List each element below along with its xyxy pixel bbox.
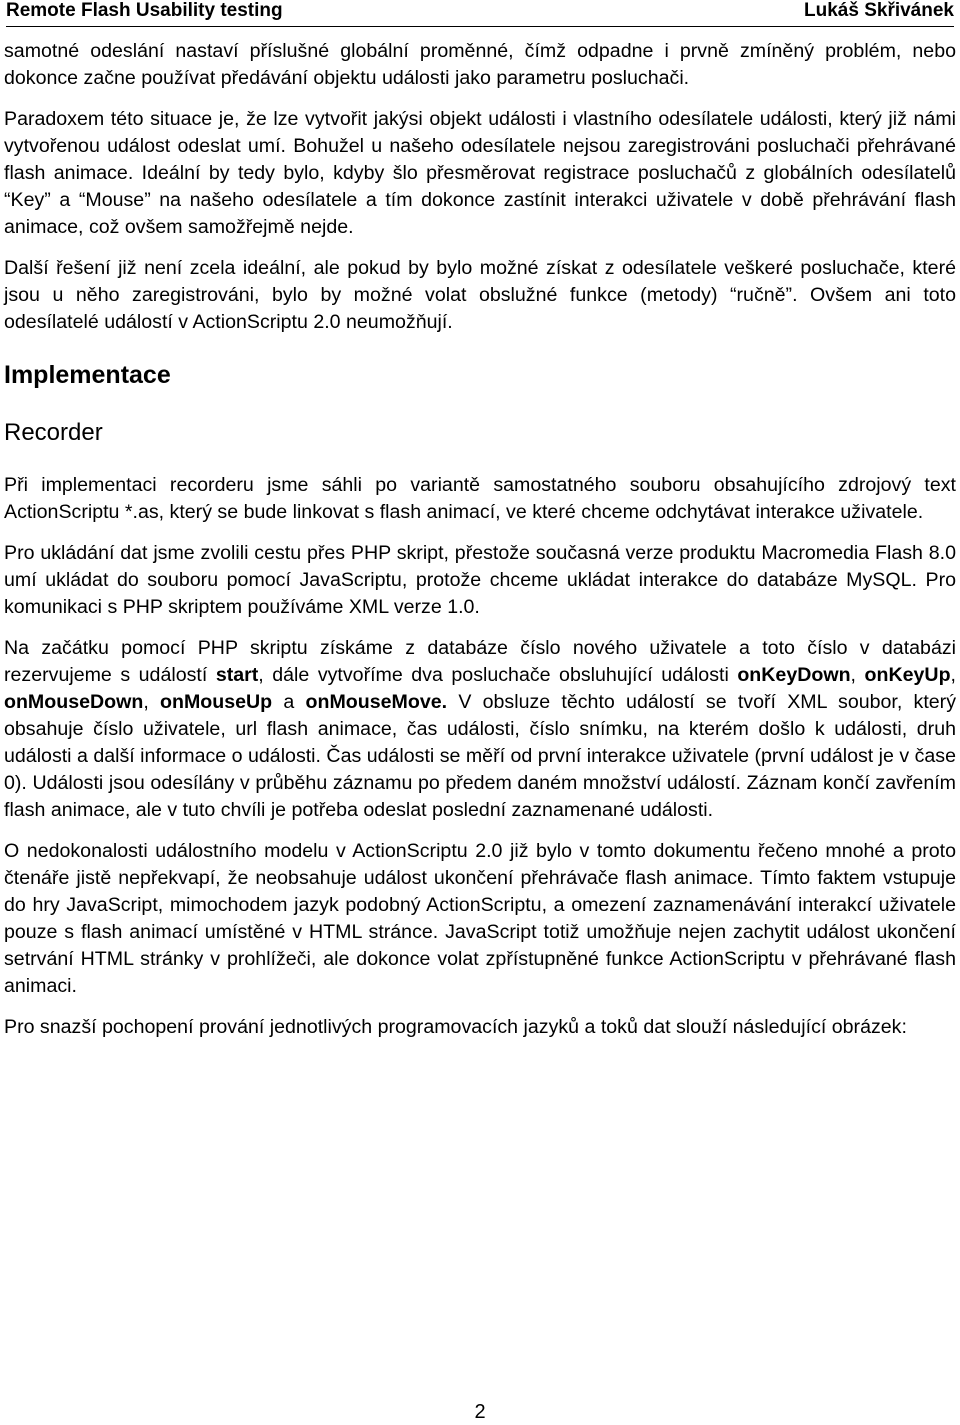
document-body (4, 38, 956, 1055)
event-start: start (215, 664, 259, 686)
p6-sep-4: a (272, 691, 306, 713)
paragraph-8: Pro snazší pochopení prování jednotlivých programovacích jazyků a toků dat slouží následující obrázek: (4, 1016, 907, 1038)
p6-sep-3: , (143, 691, 161, 713)
subsection-heading: Recorder (4, 419, 103, 446)
paragraph-7: O nedokonalosti událostního modelu v ActionScriptu 2.0 již bylo v tomto dokumentu řečeno mnohé a proto čtenáře jistě nepřekvapí, že neobsahuje událost ukončení přehrávače flash animace. Tímto faktem vstupuje do hry JavaScript, mimochodem jazyk podobný ActionScriptu, a omezení zaznamenávání interakcí uživatele pouze s flash animací umístěné v HTML stránce. JavaScript totiž umožňuje nejen zachytit událost ukončení setrvání HTML stránky v prohlížeči, ale dokonce volat zpřístupněné funkce ActionScriptu v přehrávané flash animaci. (4, 840, 956, 997)
p6-text-a: Na začátku pomocí PHP skriptu získáme z databáze číslo nového uživatele a toto číslo v databázi rezervujeme s událostí (4, 637, 956, 686)
event-onmousedown: onMouseDown (4, 691, 144, 713)
page-header (6, 0, 954, 27)
p6-sep-2: , (950, 664, 956, 686)
section-heading: Implementace (4, 361, 171, 389)
paragraph-2: Paradoxem této situace je, že lze vytvořit jakýsi objekt události i vlastního odesílatele události, který již námi vytvořenou událost odeslat umí. Bohužel u našeho odesílatele nejsou zaregistrováni posluchači přehrávané flash animace. Ideální by tedy bylo, kdyby šlo přesměrovat registrace posluchačů z globálních odesílatelů “Key” a “Mouse” na našeho odesílatele a tím dokonce zastínit interakci uživatele v době přehrávání flash animace, což ovšem samožřejmě nejde. (4, 108, 956, 238)
paragraph-1: samotné odeslání nastaví příslušné globální proměnné, čímž odpadne i prvně zmíněný problém, nebo dokonce začne používat předávání objektu události jako parametru posluchači. (4, 40, 956, 89)
p6-sep-1: , (850, 664, 865, 686)
page-number: 2 (474, 1401, 486, 1423)
header-author: Lukáš Skřivánek (804, 0, 954, 21)
event-onkeydown: onKeyDown (737, 664, 851, 686)
paragraph-5: Pro ukládání dat jsme zvolili cestu přes PHP skript, přestože současná verze produktu Macromedia Flash 8.0 umí ukládat do souboru pomocí JavaScriptu, protože chceme ukládat interakce do databáze MySQL. Pro komunikaci s PHP skriptem používáme XML verze 1.0. (4, 542, 956, 618)
event-onmousemove: onMouseMove. (305, 691, 448, 713)
p6-text-c: , dále vytvoříme dva posluchače obsluhující události (258, 664, 738, 686)
p6-text-d: V obsluze těchto událostí se tvoří XML soubor, který obsahuje číslo uživatele, url flash animace, čas události, číslo snímku, na kterém došlo k události, druh události a další informace o události. Čas události se měří od první interakce uživatele (první událost je v čase 0). Události jsou odesílány v průběhu záznamu po předem daném množství událostí. Záznam končí zavřením flash animace, ale v tuto chvíli je potřeba odeslat poslední zaznamenané události. (4, 691, 957, 821)
event-onmouseup: onMouseUp (160, 691, 273, 713)
paragraph-6 (4, 635, 956, 824)
paragraph-4: Při implementaci recorderu jsme sáhli po variantě samostatného souboru obsahujícího zdrojový text ActionScriptu *.as, který se bude linkovat s flash animací, ve které chceme odchytávat interakce uživatele. (4, 474, 956, 523)
event-onkeyup: onKeyUp (864, 664, 951, 686)
paragraph-3: Další řešení již není zcela ideální, ale pokud by bylo možné získat z odesílatele veškeré posluchače, které jsou u něho zaregistrováni, bylo by možné volat obslužné funkce (metody) “ručně”. Ovšem ani toto odesílatelé událostí v ActionScriptu 2.0 neumožňují. (4, 257, 956, 333)
header-title: Remote Flash Usability testing (6, 0, 283, 21)
